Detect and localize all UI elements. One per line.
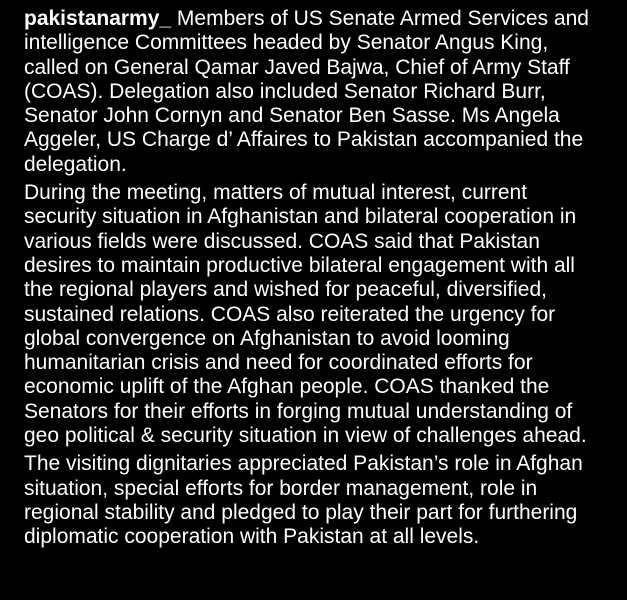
caption-paragraph-1 bbox=[24, 7, 604, 177]
caption-paragraph-3: The visiting dignitaries appreciated Pakistan’s role in Afghan situation, special efforts for border management, role in regional stability and pledged to play their part for furthering diplomatic cooperation with Pakistan at all levels. bbox=[24, 452, 583, 549]
username-link[interactable]: pakistanarmy_ bbox=[24, 7, 172, 30]
caption-intro-text: Members of US Senate Armed Services and intelligence Committees headed by Senator Angus King, called on General Qamar Javed Bajwa, Chief of Army Staff (COAS). Delegation also included Senator Richard Burr, Senator John Cornyn and Senator Ben Sasse. Ms Angela Aggeler, US Charge d’ Affaires to Pakistan accompanied the delegation. bbox=[24, 7, 589, 176]
post-caption bbox=[24, 7, 604, 550]
caption-paragraph-2: During the meeting, matters of mutual interest, current security situation in Afghanistan and bilateral cooperation in various fields were discussed. COAS said that Pakistan desires to maintain productive bilateral engagement with all the regional players and wished for peaceful, diversified, sustained relations. COAS also reiterated the urgency for global convergence on Afghanistan to avoid looming humanitarian crisis and need for coordinated efforts for economic uplift of the Afghan people. COAS thanked the Senators for their efforts in forging mutual understanding of geo political & security situation in view of challenges ahead. bbox=[24, 181, 587, 448]
